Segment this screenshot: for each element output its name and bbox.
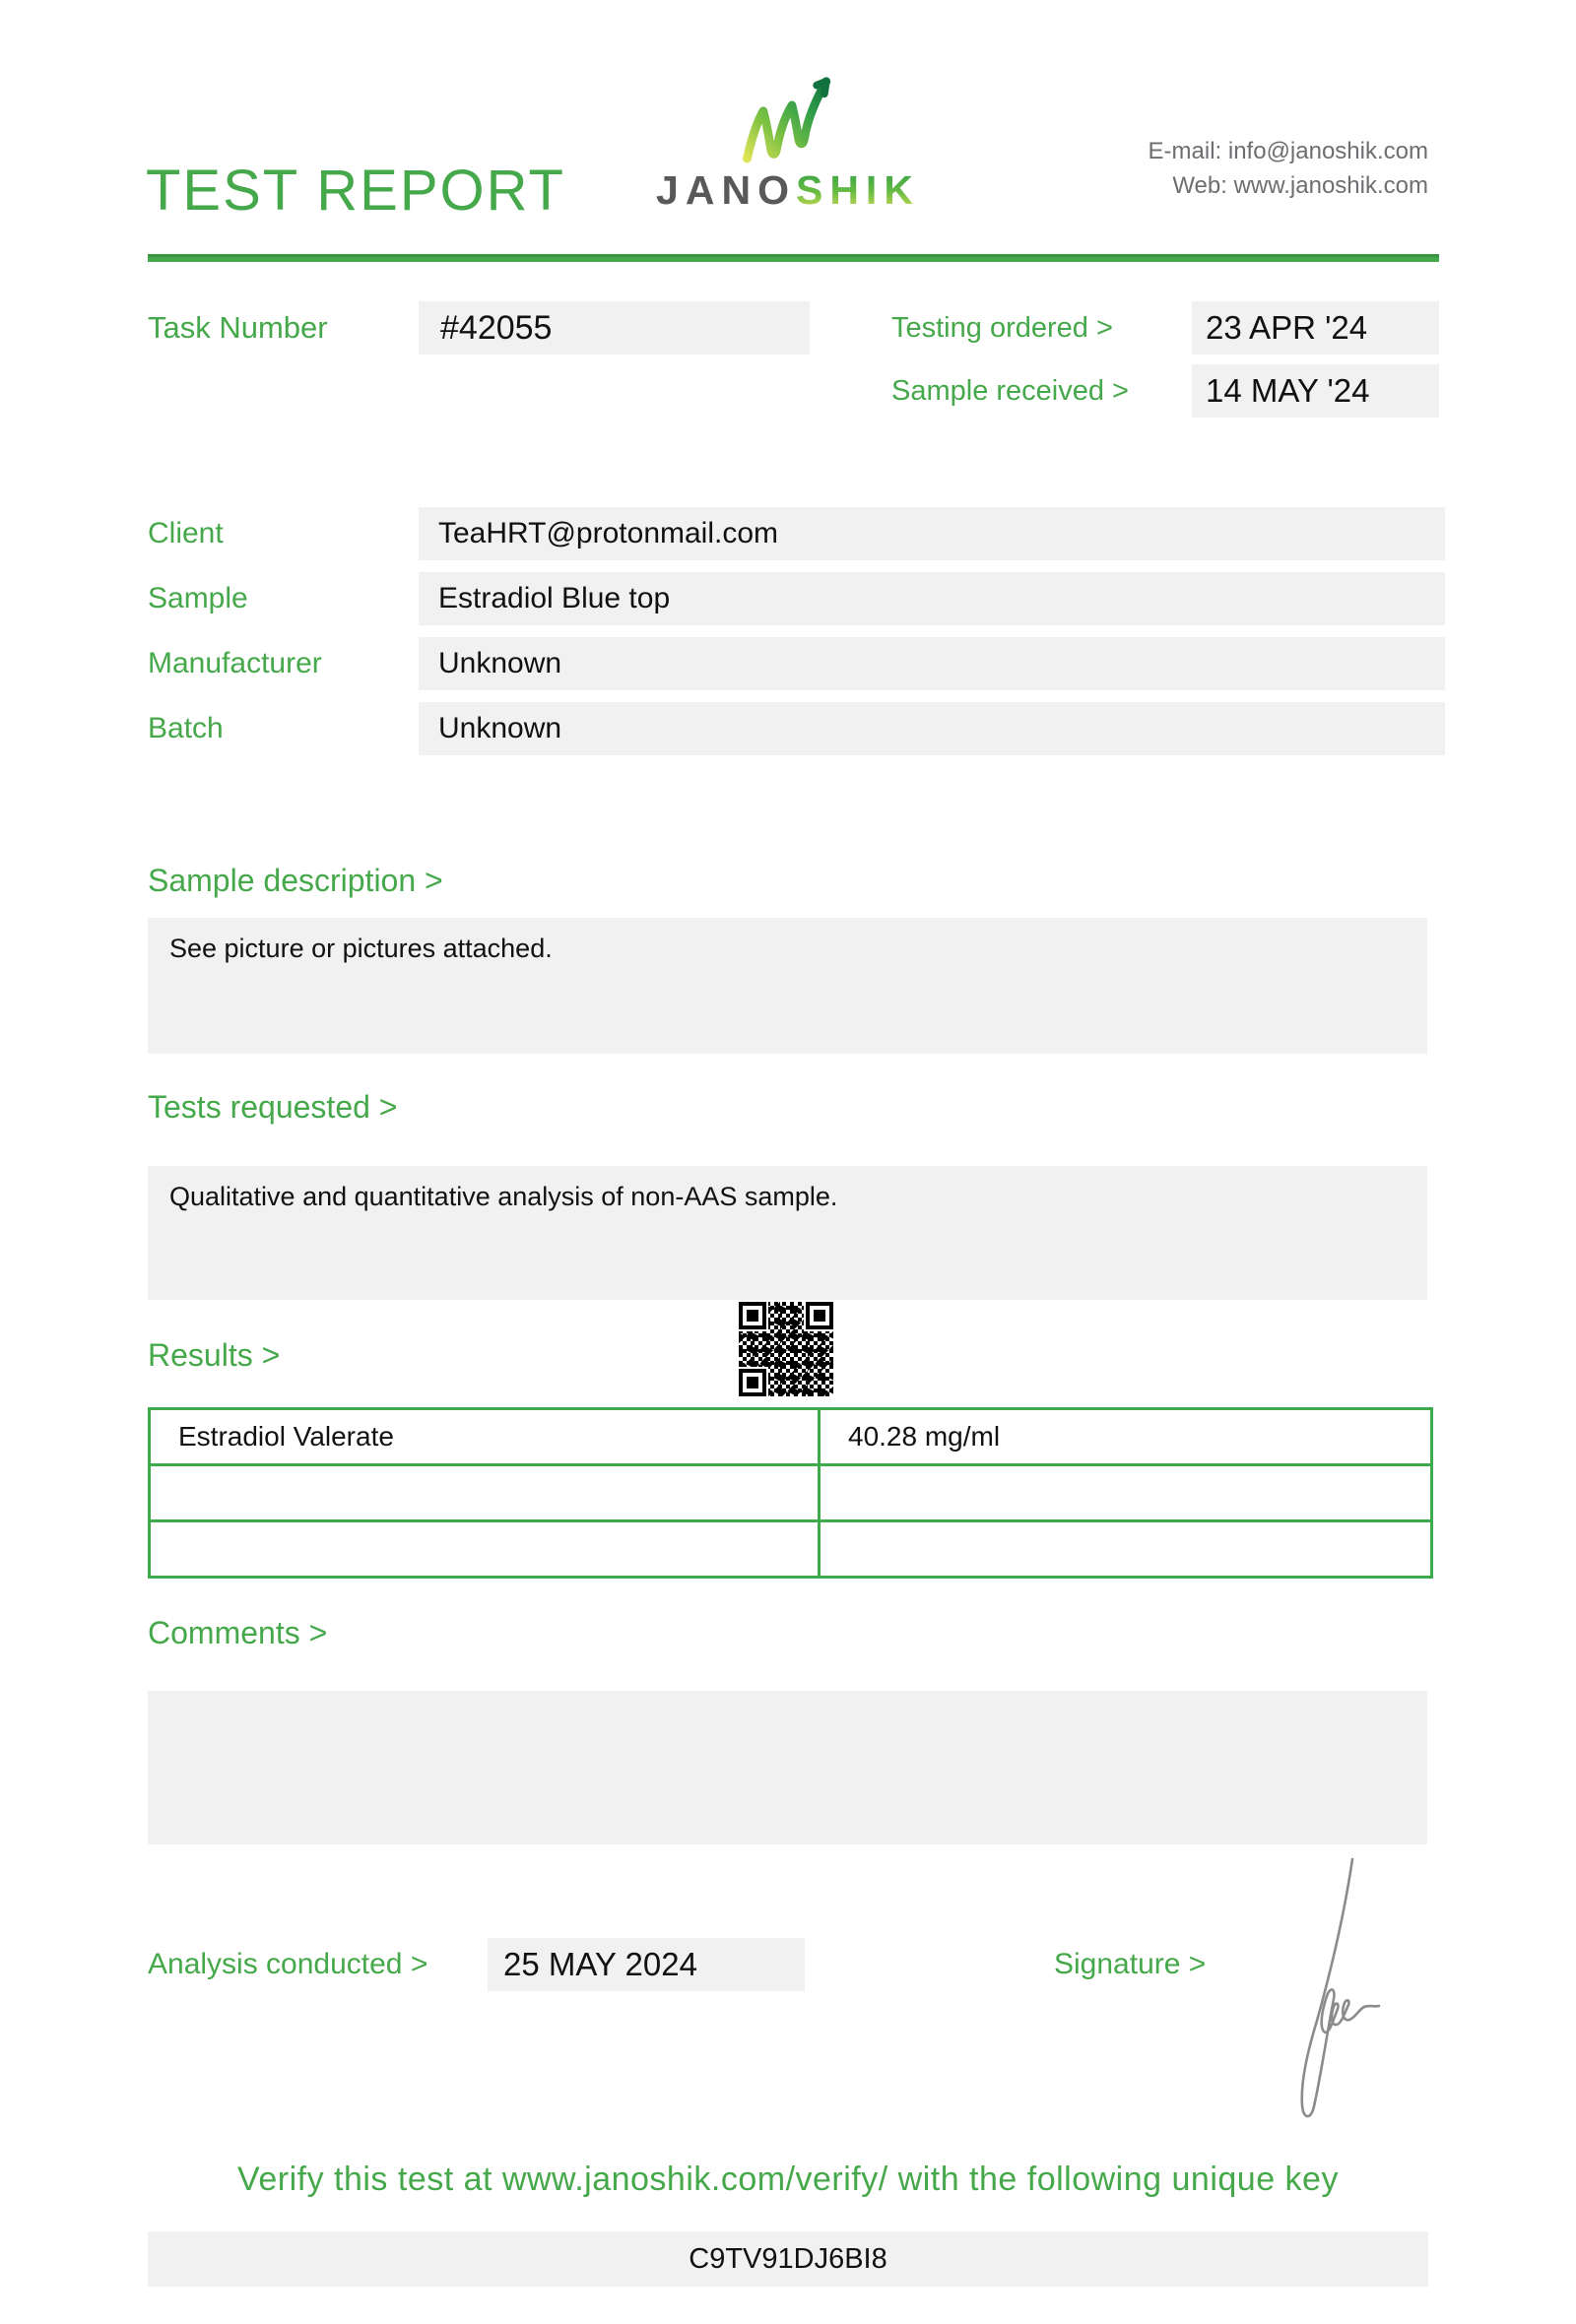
table-row <box>151 1519 1430 1576</box>
client-label: Client <box>148 517 224 549</box>
contact-web-line <box>1149 168 1428 203</box>
contact-email-line <box>1149 134 1428 168</box>
header-divider <box>148 254 1439 262</box>
sample-value: Estradiol Blue top <box>419 572 1445 625</box>
result-value: 40.28 mg/ml <box>818 1410 1430 1463</box>
sample-label: Sample <box>148 582 248 614</box>
logo-shik: SHIK <box>795 167 920 213</box>
table-row <box>151 1463 1430 1519</box>
testing-ordered-label: Testing ordered > <box>891 311 1113 344</box>
tests-requested-box: Qualitative and quantitative analysis of non-AAS sample. <box>148 1166 1427 1300</box>
unique-key: C9TV91DJ6BI8 <box>148 2231 1428 2287</box>
result-value <box>818 1522 1430 1576</box>
qr-code <box>739 1302 833 1396</box>
qr-finder-top-left <box>739 1302 766 1329</box>
sample-received-value: 14 MAY '24 <box>1192 364 1439 418</box>
verify-instruction: Verify this test at www.janoshik.com/verify/ with the following unique key <box>237 2161 1339 2198</box>
signature-label: Signature > <box>1054 1948 1207 1980</box>
result-substance <box>151 1522 818 1576</box>
sample-description-heading: Sample description > <box>148 863 443 898</box>
logo-wordmark <box>591 167 985 214</box>
result-value <box>818 1466 1430 1519</box>
result-substance: Estradiol Valerate <box>178 1421 394 1452</box>
contact-block <box>1149 134 1428 203</box>
task-number-value: #42055 <box>419 301 810 355</box>
batch-label: Batch <box>148 712 224 744</box>
comments-heading: Comments > <box>148 1615 328 1650</box>
client-value: TeaHRT@protonmail.com <box>419 507 1445 560</box>
email-label: E-mail: <box>1148 138 1222 164</box>
email-value: info@janoshik.com <box>1227 138 1428 164</box>
comments-box <box>148 1691 1427 1844</box>
analysis-conducted-date: 25 MAY 2024 <box>488 1938 805 1991</box>
logo-chart-icon <box>741 73 839 163</box>
sample-received-label: Sample received > <box>891 374 1129 407</box>
analysis-conducted-label: Analysis conducted > <box>148 1948 428 1980</box>
manufacturer-value: Unknown <box>419 637 1445 690</box>
tests-requested-heading: Tests requested > <box>148 1089 398 1125</box>
table-row <box>151 1410 1430 1463</box>
qr-finder-bottom-left <box>739 1369 766 1396</box>
batch-value: Unknown <box>419 702 1445 755</box>
manufacturer-label: Manufacturer <box>148 647 322 679</box>
results-table <box>148 1407 1433 1579</box>
web-label: Web: <box>1172 172 1227 199</box>
signature-image <box>1274 1851 1384 2135</box>
web-value: www.janoshik.com <box>1233 172 1428 199</box>
results-heading: Results > <box>148 1337 281 1373</box>
page-title: TEST REPORT <box>146 159 565 223</box>
logo-jano: JANO <box>656 167 796 213</box>
result-substance <box>151 1466 818 1519</box>
testing-ordered-value: 23 APR '24 <box>1192 301 1439 355</box>
qr-finder-top-right <box>806 1302 833 1329</box>
sample-description-box: See picture or pictures attached. <box>148 918 1427 1054</box>
task-number-label: Task Number <box>148 310 328 345</box>
